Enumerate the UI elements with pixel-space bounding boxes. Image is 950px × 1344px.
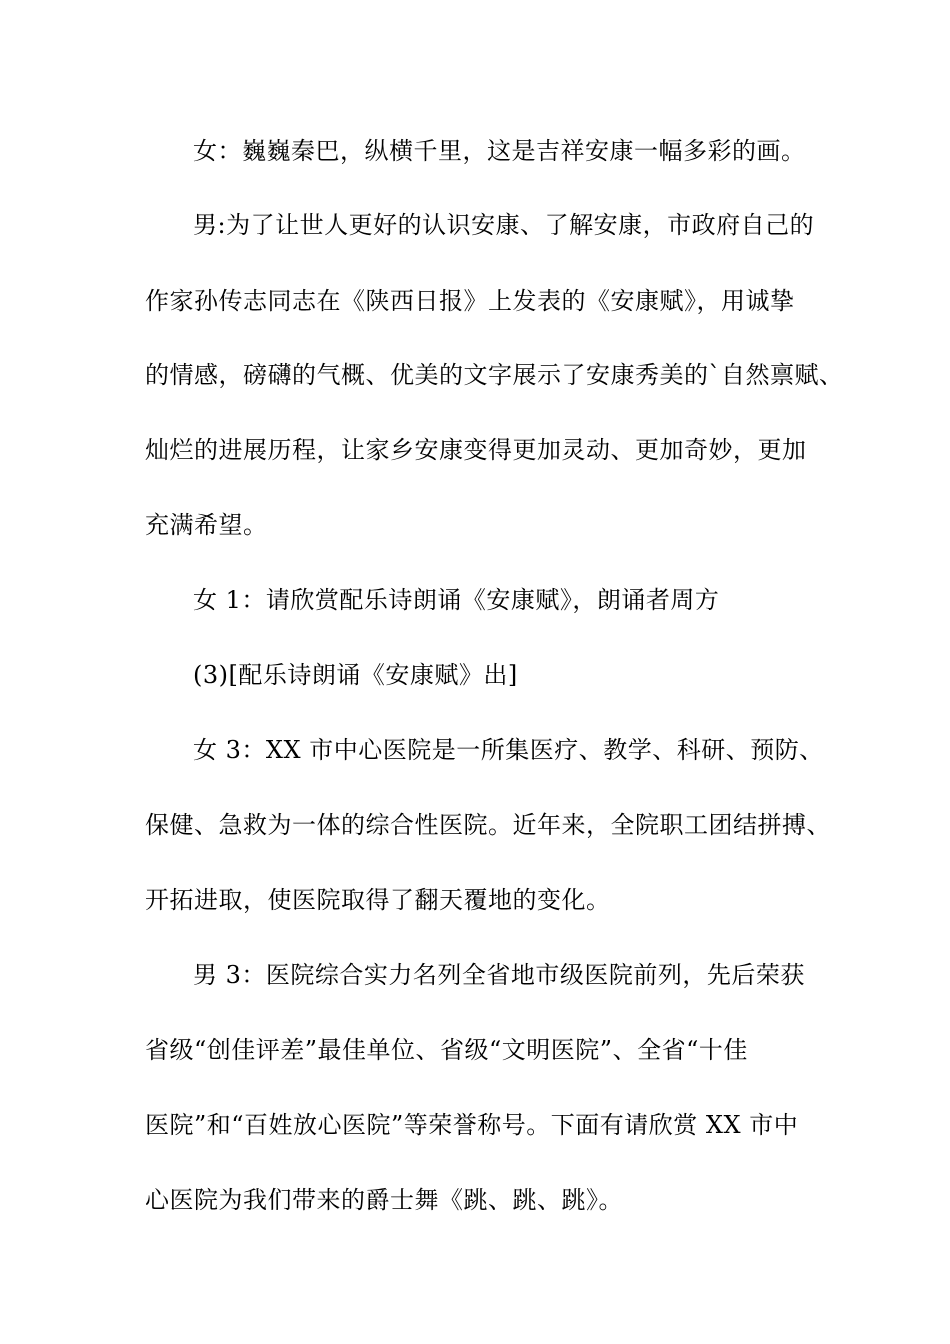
- text-line: 保健、急救为一体的综合性医院。近年来，全院职工团结拼搏、: [145, 811, 831, 839]
- text-line: 的情感，磅礴的气概、优美的文字展示了安康秀美的`自然禀赋、: [145, 361, 844, 389]
- text-line: 医院”和“百姓放心医院”等荣誉称号。下面有请欣赏 XX 市中: [145, 1111, 799, 1139]
- text-line: 灿烂的进展历程，让家乡安康变得更加灵动、更加奇妙，更加: [145, 436, 807, 464]
- text-line: 女 3：XX 市中心医院是一所集医疗、教学、科研、预防、: [193, 736, 824, 764]
- text-line: 心医院为我们带来的爵士舞《跳、跳、跳》。: [145, 1186, 623, 1214]
- text-line: 女 1：请欣赏配乐诗朗诵《安康赋》，朗诵者周方: [193, 586, 720, 614]
- text-line: 作家孙传志同志在《陕西日报》上发表的《安康赋》，用诚挚: [145, 287, 795, 315]
- text-line: 女：巍巍秦巴，纵横千里，这是吉祥安康一幅多彩的画。: [193, 137, 806, 165]
- text-line: (3)[配乐诗朗诵《安康赋》出]: [193, 661, 518, 689]
- text-line: 充满希望。: [145, 511, 268, 539]
- text-line: 省级“创佳评差”最佳单位、省级“文明医院”、全省“十佳: [145, 1036, 748, 1064]
- text-line: 男 3：医院综合实力名列全省地市级医院前列，先后荣获: [193, 961, 805, 989]
- text-line: 男:为了让世人更好的认识安康、了解安康，市政府自己的: [193, 211, 815, 239]
- text-line: 开拓进取，使医院取得了翻天覆地的变化。: [145, 886, 611, 914]
